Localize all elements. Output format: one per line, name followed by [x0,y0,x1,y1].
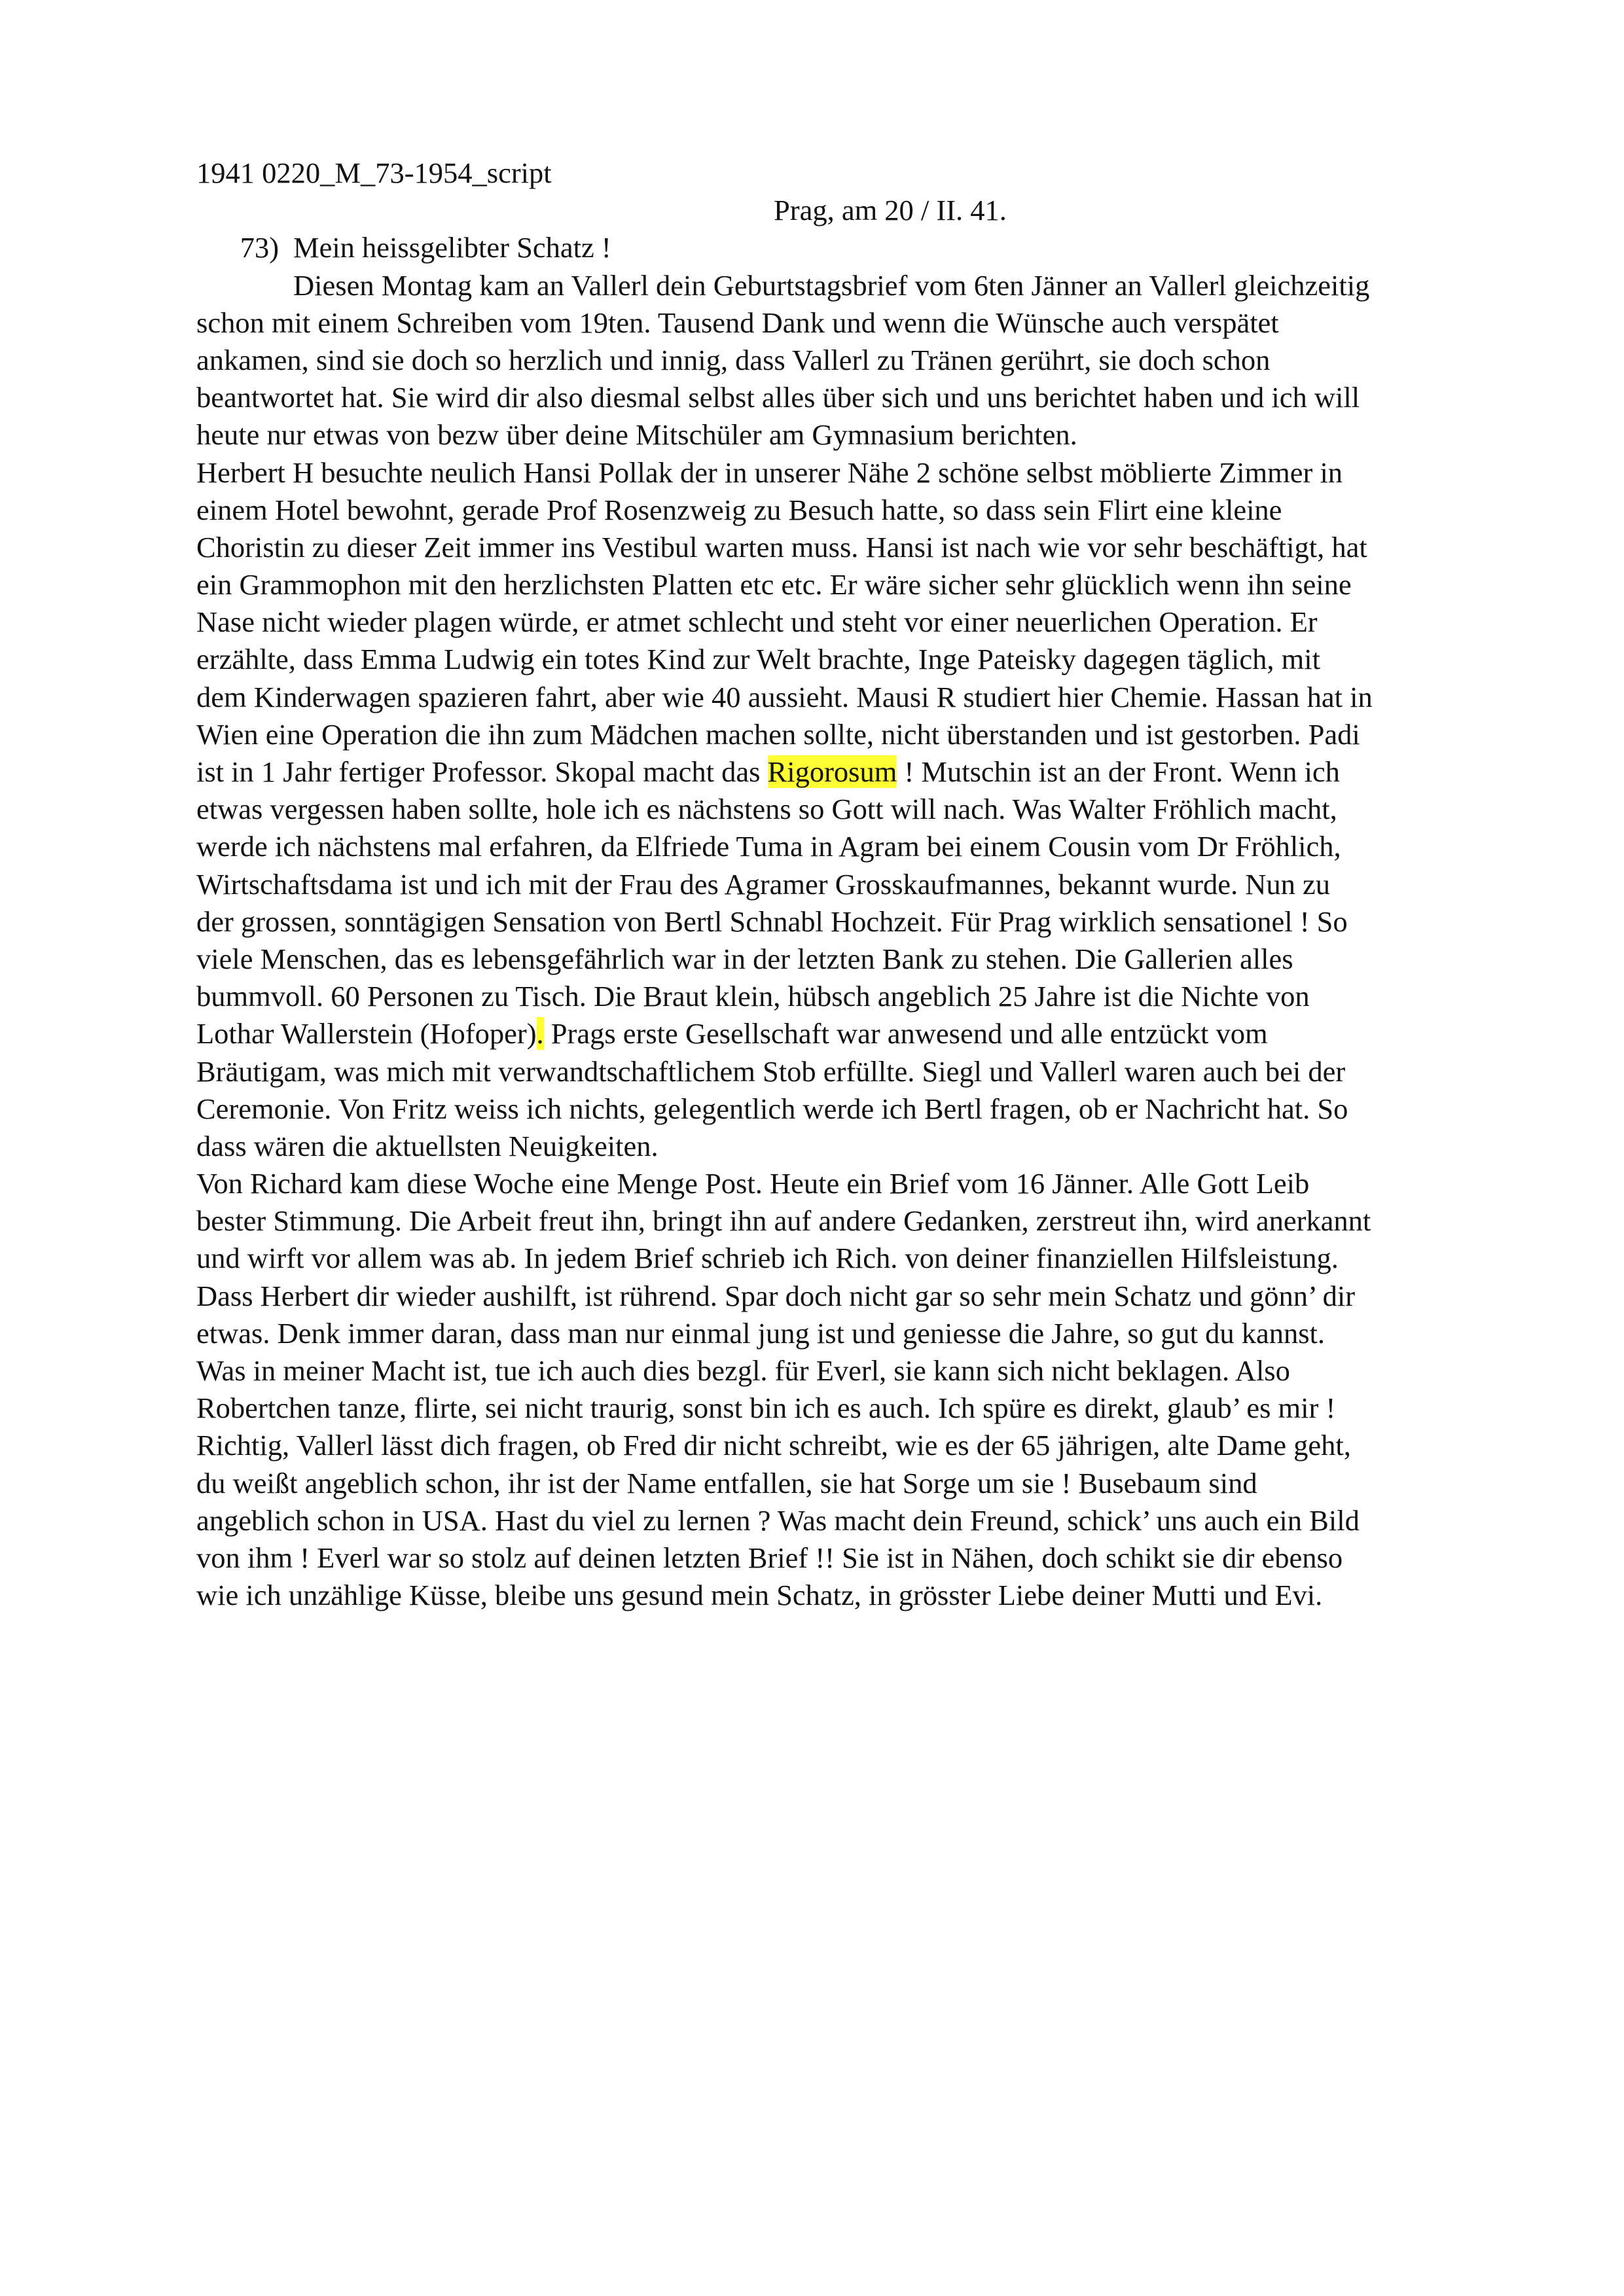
text-segment: viele Menschen, das es lebensgefährlich war in der letzten Bank zu stehen. Die Gallerien alles [196,942,1293,975]
text-segment: Choristin zu dieser Zeit immer ins Vestibul warten muss. Hansi ist nach wie vor sehr beschäftigt, hat [196,530,1367,564]
text-line [196,267,1532,304]
place-date: Prag, am 20 / II. 41. [774,194,1007,227]
text-segment: Prags erste Gesellschaft war anwesend und alle entzückt vom [543,1017,1268,1050]
letter-body [196,154,1532,1614]
text-segment: bester Stimmung. Die Arbeit freut ihn, bringt ihn auf andere Gedanken, zerstreut ihn, wird anerkannt [196,1204,1371,1238]
text-segment: Wien eine Operation die ihn zum Mädchen machen sollte, nicht überstanden und ist gestorben. Padi [196,717,1360,751]
text-line [196,416,1532,454]
text-segment: dem Kinderwagen spazieren fahrt, aber wie 40 aussieht. Mausi R studiert hier Chemie. Hassan hat in [196,680,1373,713]
text-line [196,1202,1532,1240]
letter-text [196,267,1532,1615]
text-line [196,1053,1532,1090]
text-line [196,903,1532,941]
text-segment: der grossen, sonntägigen Sensation von Bertl Schnabl Hochzeit. Für Prag wirklich sensationel ! So [196,905,1348,938]
text-segment: von ihm ! Everl war so stolz auf deinen letzten Brief !! Sie ist in Nähen, doch schikt sie dir ebenso [196,1541,1343,1574]
text-line [196,978,1532,1015]
text-segment: du weißt angeblich schon, ihr ist der Name entfallen, sie hat Sorge um sie ! Busebaum sind [196,1466,1257,1499]
text-segment: Herbert H besuchte neulich Hansi Pollak der in unserer Nähe 2 schöne selbst möblierte Zimmer in [196,456,1343,489]
text-line [196,1165,1532,1202]
text-line [196,1090,1532,1128]
text-line [196,1502,1532,1539]
text-segment: werde ich nächstens mal erfahren, da Elfriede Tuma in Agram bei einem Cousin vom Dr Fröhlich, [196,830,1341,863]
text-segment: schon mit einem Schreiben vom 19ten. Tausend Dank und wenn die Wünsche auch verspätet [196,306,1279,339]
text-line [196,529,1532,566]
text-segment: etwas vergessen haben sollte, hole ich es nächstens so Gott will nach. Was Walter Fröhlich macht, [196,793,1337,826]
text-line [196,641,1532,678]
text-segment: Bräutigam, was mich mit verwandtschaftlichem Stob erfüllte. Siegl und Vallerl waren auch bei der [196,1054,1346,1088]
text-line [196,1352,1532,1390]
file-title: 1941 0220_M_73-1954_script [196,156,552,189]
text-segment: heute nur etwas von bezw über deine Mitschüler am Gymnasium berichten. [196,418,1077,452]
text-line [196,454,1532,492]
text-segment: wie ich unzählige Küsse, bleibe uns gesund mein Schatz, in grösster Liebe deiner Mutti und Evi. [196,1579,1323,1612]
text-segment: beantwortet hat. Sie wird dir also diesmal selbst alles über sich und uns berichtet haben und ich will [196,381,1360,414]
text-line [196,603,1532,641]
text-segment: und wirft vor allem was ab. In jedem Brief schrieb ich Rich. von deiner finanziellen Hilfsleistung. [196,1242,1339,1275]
text-line [196,1427,1532,1464]
text-segment: ! Mutschin ist an der Front. Wenn ich [897,755,1340,788]
text-segment: Von Richard kam diese Woche eine Menge Post. Heute ein Brief vom 16 Jänner. Alle Gott Leib [196,1167,1310,1200]
text-segment: etwas. Denk immer daran, dass man nur einmal jung ist und geniesse die Jahre, so gut du kannst. [196,1316,1326,1350]
text-line [196,866,1532,903]
text-line [196,828,1532,865]
letter-number: 73) [240,231,280,264]
text-line [196,716,1532,753]
text-line [196,679,1532,716]
text-line [196,1315,1532,1352]
text-line [196,492,1532,529]
text-line [196,1577,1532,1614]
text-segment: einem Hotel bewohnt, gerade Prof Rosenzweig zu Besuch hatte, so dass sein Flirt eine kleine [196,493,1282,526]
text-line [196,342,1532,379]
text-line [196,1240,1532,1277]
text-line [196,1015,1532,1052]
text-segment: Was in meiner Macht ist, tue ich auch dies bezgl. für Everl, sie kann sich nicht beklagen. Also [196,1354,1290,1387]
text-segment: dass wären die aktuellsten Neuigkeiten. [196,1129,659,1162]
text-line [196,379,1532,416]
highlighted-text: Rigorosum [767,755,897,788]
text-line [196,304,1532,342]
text-line [196,791,1532,828]
text-segment: Ceremonie. Von Fritz weiss ich nichts, gelegentlich werde ich Bertl fragen, ob er Nachricht hat. So [196,1092,1348,1125]
text-segment: bummvoll. 60 Personen zu Tisch. Die Braut klein, hübsch angeblich 25 Jahre ist die Nichte von [196,980,1310,1013]
highlighted-text: . [536,1017,544,1050]
text-segment: ist in 1 Jahr fertiger Professor. Skopal macht das [196,755,768,788]
text-segment: angeblich schon in USA. Hast du viel zu lernen ? Was macht dein Freund, schick’ uns auch ein Bild [196,1503,1360,1537]
text-segment: ein Grammophon mit den herzlichsten Platten etc etc. Er wäre sicher sehr glücklich wenn ihn seine [196,568,1352,601]
text-segment: Richtig, Vallerl lässt dich fragen, ob Fred dir nicht schreibt, wie es der 65 jährigen, alte Dame geht, [196,1429,1351,1462]
text-segment: Nase nicht wieder plagen würde, er atmet schlecht und steht vor einer neuerlichen Operation. Er [196,605,1318,639]
text-line [196,941,1532,978]
text-line [196,1278,1532,1315]
text-line [196,1128,1532,1165]
text-line [196,566,1532,603]
text-segment: Robertchen tanze, flirte, sei nicht traurig, sonst bin ich es auch. Ich spüre es direkt, glaub’ es mir ! [196,1391,1336,1425]
text-line [196,1390,1532,1427]
text-segment: erzählte, dass Emma Ludwig ein totes Kind zur Welt brachte, Inge Pateisky dagegen täglich, mit [196,643,1320,676]
text-segment: Wirtschaftsdama ist und ich mit der Frau des Agramer Grosskaufmannes, bekannt wurde. Nun zu [196,867,1331,901]
text-segment: Diesen Montag kam an Vallerl dein Geburtstagsbrief vom 6ten Jänner an Vallerl gleichzeitig [293,268,1370,302]
text-line [196,1539,1532,1577]
salutation: Mein heissgelibter Schatz ! [293,231,611,264]
text-segment: ankamen, sind sie doch so herzlich und innig, dass Vallerl zu Tränen gerührt, sie doch schon [196,343,1271,376]
text-line [196,1465,1532,1502]
text-line [196,753,1532,791]
text-segment: Dass Herbert dir wieder aushilft, ist rührend. Spar doch nicht gar so sehr mein Schatz und gönn’ dir [196,1279,1356,1312]
text-segment: Lothar Wallerstein (Hofoper) [196,1017,537,1050]
